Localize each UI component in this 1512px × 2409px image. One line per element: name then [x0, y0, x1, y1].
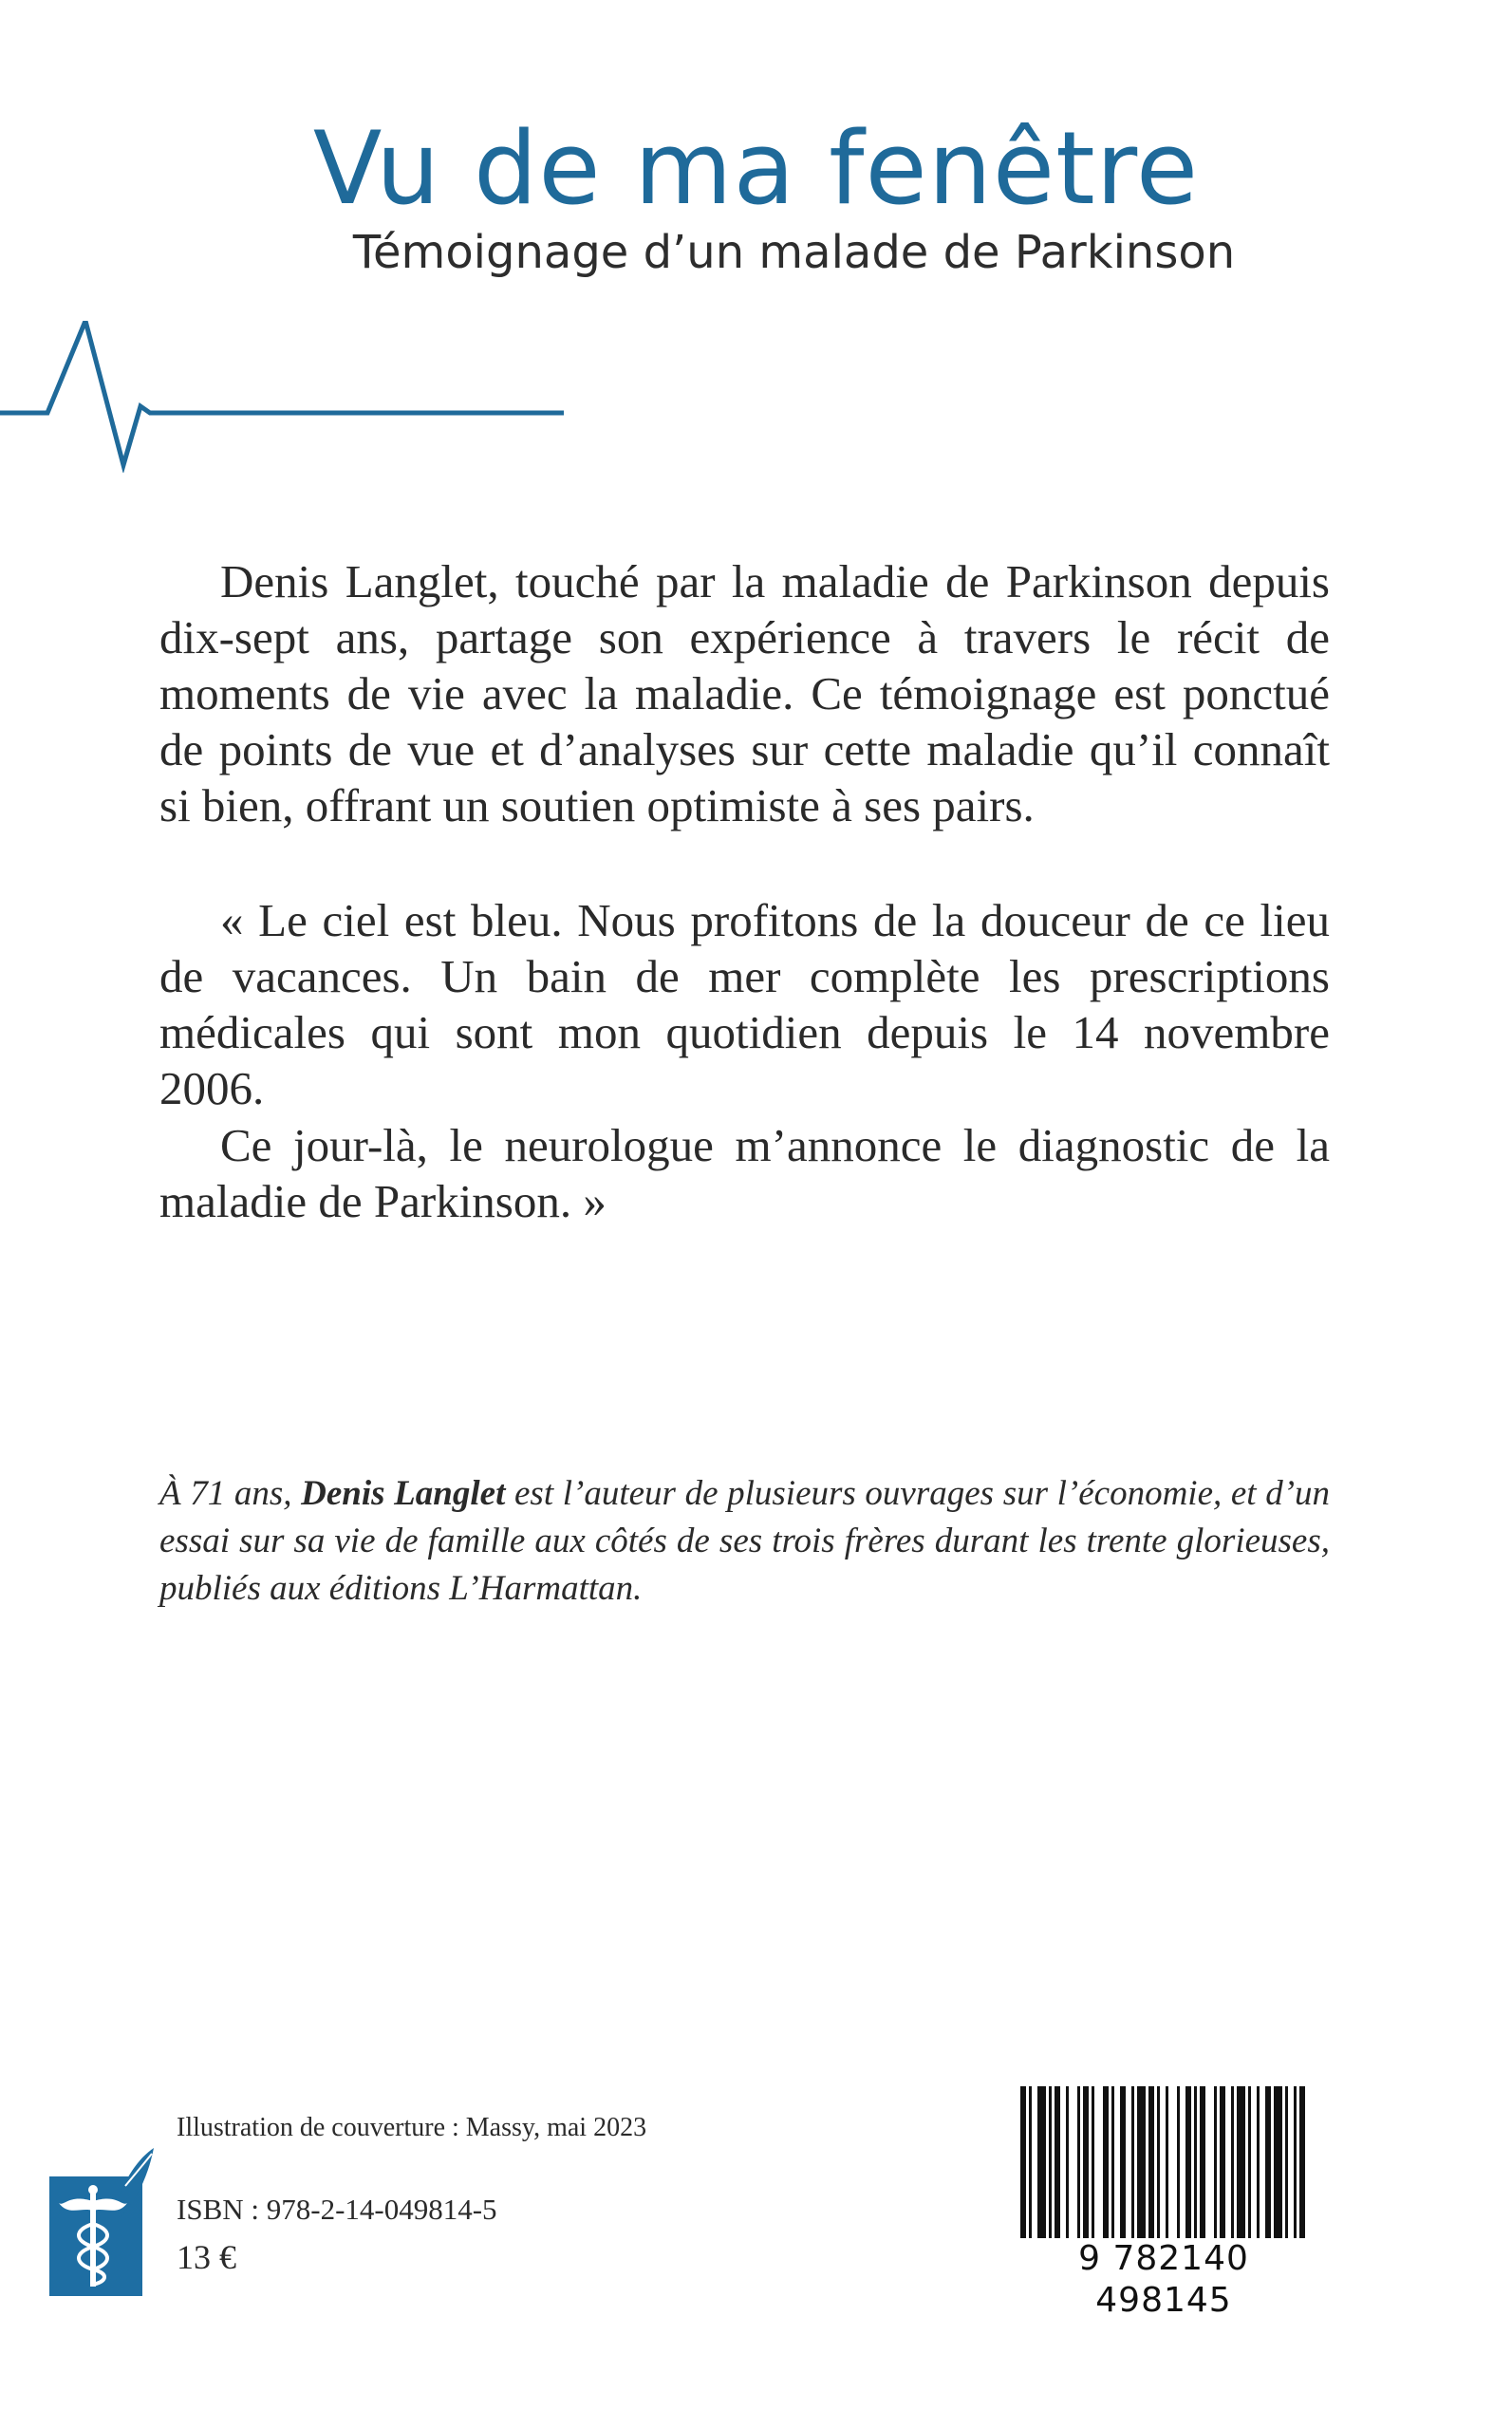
author-bio — [159, 1470, 1330, 1613]
bio-prefix: À 71 ans, — [159, 1474, 292, 1513]
bio-text: est l’auteur de plusieurs ouvrages sur l’économie, et d’un essai sur sa vie de famille aux côtés de ses trois frères durant les trente glorieuses, publiés aux éditions L’Harmattan. — [159, 1474, 1331, 1608]
bio-author-name: Denis Langlet — [301, 1474, 506, 1513]
book-title: Vu de ma fenêtre — [312, 110, 1200, 227]
price: 13 € — [177, 2238, 236, 2276]
quote-paragraph-2: Ce jour-là, le neurologue m’annonce le diagnostic de la maladie de Parkinson. » — [159, 1119, 1330, 1227]
heartbeat-line-icon — [0, 321, 569, 473]
quote-paragraph-1: « Le ciel est bleu. Nous profitons de la douceur de ce lieu de vacances. Un bain de mer complète les prescriptions médicales qui sont mon quotidien depuis le 14 novembre 2006. — [159, 894, 1330, 1114]
book-subtitle: Témoignage d’un malade de Parkinson — [352, 226, 1236, 279]
publisher-logo-icon — [49, 2148, 156, 2296]
barcode-number: 9 782140 498145 — [1013, 2238, 1315, 2322]
isbn: ISBN : 978-2-14-049814-5 — [177, 2193, 497, 2226]
summary-paragraph: Denis Langlet, touché par la maladie de Parkinson depuis dix-sept ans, partage son expérience à travers le récit de moments de vie avec la maladie. Ce témoignage est ponctué de points de vue et d’analyses sur cette maladie qu’il connaît si bien, offrant un soutien optimiste à ses pairs. — [159, 555, 1330, 831]
illustration-credit: Illustration de couverture : Massy, mai 2023 — [177, 2113, 647, 2142]
barcode — [1013, 2086, 1315, 2320]
